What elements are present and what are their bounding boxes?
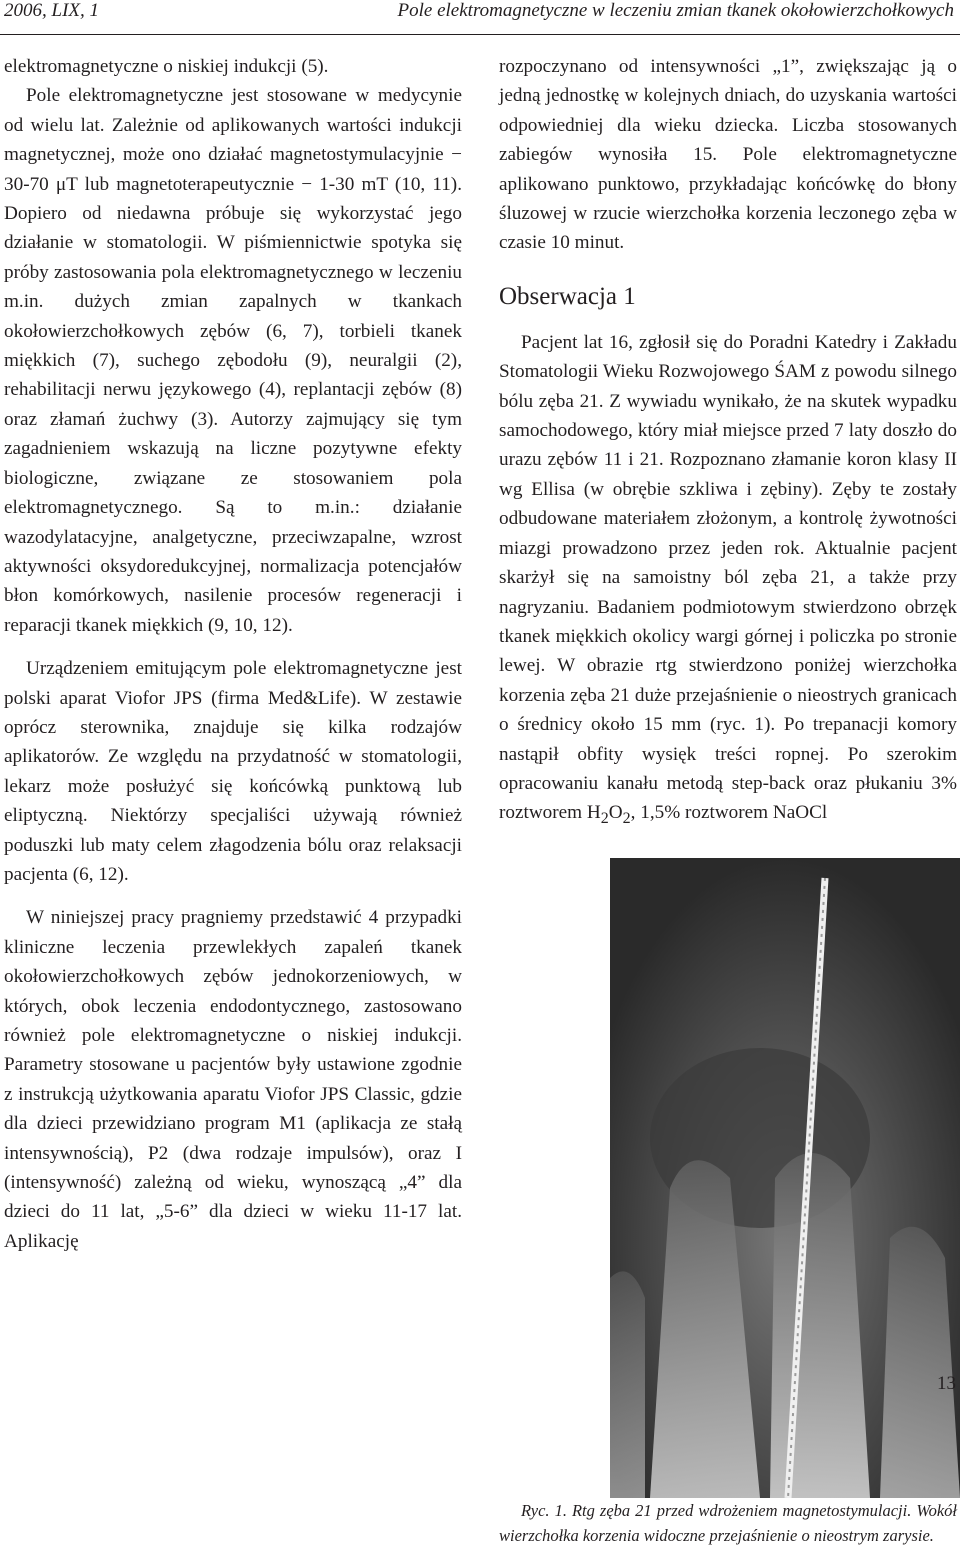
right-column	[499, 52, 957, 1548]
paragraph: rozpoczynano od intensywności „1”, zwiększając ją o jedną jednostkę w kolejnych dniach, do uzyskania wartości odpowiedniej dla wieku dziecka. Liczba stosowanych zabiegów wynosiła 15. Pole elektromagnetyczne aplikowano punktowo, przykładając końcówkę do błony śluzowej w rzucie wierzchołka korzenia leczonego zęba w czasie 10 minut.	[499, 56, 957, 254]
case-text: Pacjent lat 16, zgłosił się do Poradni Katedry i Zakładu Stomatologii Wieku Rozwojowego ŚAM z powodu silnego bólu zęba 21. Z wywiadu wynikało, że na skutek wypadku samochodowego, który miał miejsce przed 7 laty doszło do urazu zębów 11 i 21. Rozpoznano złamanie koron klasy II wg Ellisa (w obrębie szkliwa i zębiny). Zęby te zostały odbudowane materiałem złożonym, a kontrolę żywotności miazgi prowadzono przez jeden rok. Aktualnie pacjent skarżył się na samoistny ból zęba 21, a także przy nagryzaniu. Badaniem podmiotowym stwierdzono obrzęk tkanek miękkich okolicy wargi górnej i policzka po stronie lewej. W obrazie rtg stwierdzono poniżej wierzchołka korzenia zęba 21 duże przejaśnienie o nieostrych granicach o średnicy około 15 mm (ryc. 1). Po trepanacji komory nastąpił obfity wysięk treści ropnej. Po szerokim opracowaniu kanału metodą step-back oraz płukaniu 3% roztworem	[499, 331, 957, 824]
xray-image	[610, 858, 960, 1498]
left-column	[4, 52, 462, 1256]
paragraph: elektromagnetyczne o niskiej indukcji (5).	[4, 56, 329, 77]
xray-figure	[610, 858, 960, 1498]
paragraph: Urządzeniem emitującym pole elektromagnetyczne jest polski aparat Viofor JPS (firma Med&Life). W zestawie oprócz sterownika, znajduje się kilka rodzajów aplikatorów. Ze względu na przydatność w stomatologii, lekarz może posłużyć się końcówką punktową lub eliptyczną. Niektórzy specjaliści używają również poduszki lub maty celem złagodzenia bólu oraz relaksacji pacjenta (6, 12).	[4, 658, 462, 885]
section-heading: Obserwacja 1	[499, 282, 636, 310]
paragraph: Pole elektromagnetyczne jest stosowane w medycynie od wielu lat. Zależnie od aplikowanych wartości indukcji magnetycznej, może ono działać magnetostymulacyjnie − 30-70 μT lub magnetoterapeutycznie − 1-30 mT (10, 11). Dopiero od niedawna próbuje się wykorzystać jego działanie w stomatologii. W piśmiennictwie spotyka się próby zastosowania pola elektromagnetycznego w leczeniu m.in. dużych zmian zapalnych w tkankach okołowierzchołkowych zębów (6, 7), torbieli tkanek miękkich (7), suchego zębodołu (9), neuralgii (2), rehabilitacji nerwu językowego (4), replantacji zębów (8) oraz złamań żuchwy (3). Autorzy zajmujący się tym zagadnieniem wskazują na liczne pozytywne efekty biologiczne, związane ze stosowaniem pola elektromagnetycznego. Są to m.in.: działanie wazodylatacyjne, analgetyczne, przeciwzapalne, wzrost aktywności oksydoredukcyjnej, normalizacja potencjałów błon komórkowych, nasilenie procesów regeneracji i reparacji tkanek miękkich (9, 10, 12).	[4, 85, 462, 636]
paragraph: W niniejszej pracy pragniemy przedstawić 4 przypadki kliniczne leczenia przewlekłych zapaleń tkanek okołowierzchołkowych zębów jednokorzeniowych, w których, obok leczenia endodontycznego, zastosowano również pole elektromagnetyczne o niskiej indukcji. Parametry stosowane u pacjentów były ustawione zgodnie z instrukcją użytkowania aparatu Viofor JPS Classic, gdzie dla dzieci przewidziano program M1 (aplikacja ze stałą intensywnością), P2 (dwa rodzaje impulsów), oraz I (intensywność) zależną od wieku, wynoszącą „4” dla dzieci do 11 lat, „5-6” dla dzieci w wieku 11-17 lat. Aplikację	[4, 907, 462, 1252]
figure-caption: Ryc. 1. Rtg zęba 21 przed wdrożeniem magnetostymulacji. Wokół wierzchołka korzenia widoczne przejaśnienie o nieostrym zarysie.	[499, 1500, 957, 1545]
paragraph	[499, 328, 957, 834]
journal-issue: 2006, LIX, 1	[4, 0, 99, 21]
formula-h2o2: $H_2O_2$	[586, 802, 631, 828]
running-title: Pole elektromagnetyczne w leczeniu zmian tkanek okołowierzchołkowych	[397, 0, 954, 21]
case-text-tail: , 1,5% roztworem NaOCl	[630, 802, 828, 824]
page-number: 13	[937, 1373, 956, 1394]
running-header	[0, 0, 960, 35]
